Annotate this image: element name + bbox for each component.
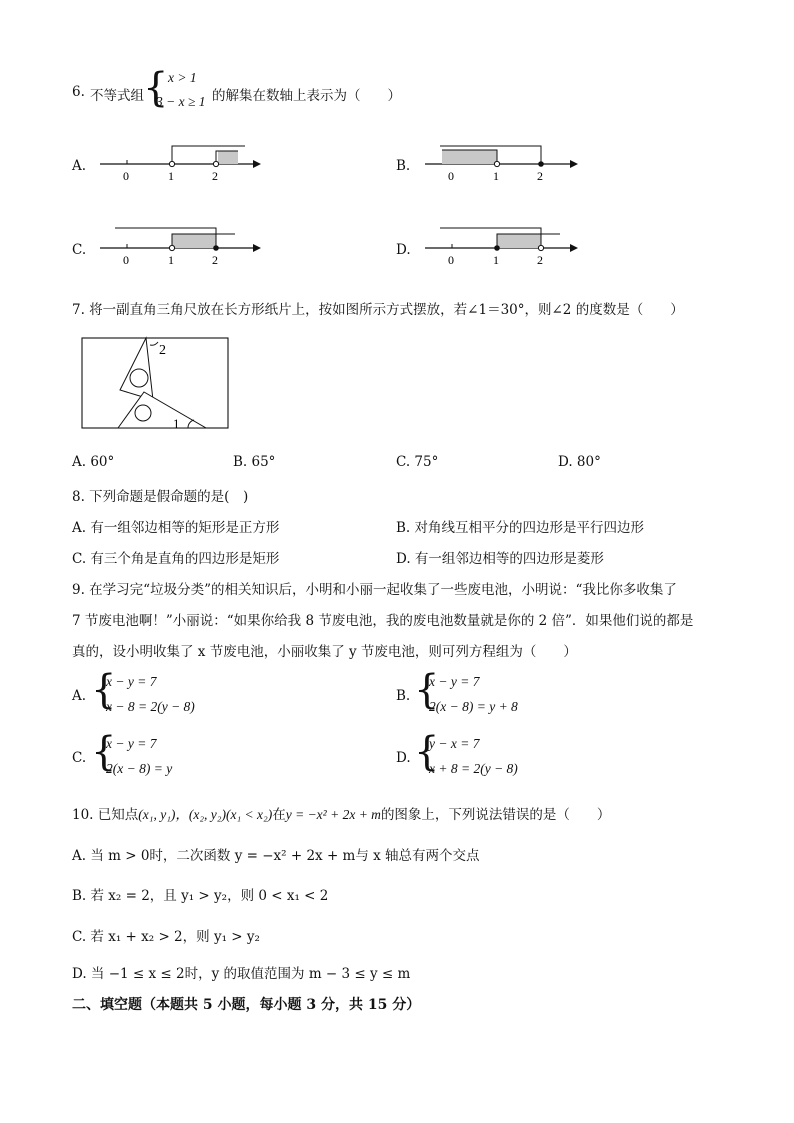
q9-option-b-letter: B.	[396, 688, 411, 704]
q6-option-a-letter: A.	[72, 158, 87, 174]
q6-option-c-letter: C.	[72, 242, 87, 258]
tick-1: 1	[168, 253, 174, 267]
q6-lead: 不等式组	[90, 88, 144, 104]
q7-option-b: B. 65°	[233, 454, 276, 470]
q6-option-b-letter: B.	[396, 158, 411, 174]
tick-0: 0	[123, 253, 129, 267]
q9-option-b-eq1: x − y = 7	[429, 674, 480, 689]
q10-option-b: B. 若 x₂ = 2，且 y₁ > y₂，则 0 < x₁ < 2	[72, 888, 329, 904]
q7-stem: 7. 将一副直角三角尺放在长方形纸片上，按如图所示方式摆放，若∠1＝30°，则∠2 的度数是（ ）	[72, 302, 684, 318]
q6-option-d-letter: D.	[396, 242, 411, 258]
q9-line3: 真的，设小明收集了 x 节废电池，小丽收集了 y 节废电池，则可列方程组为（ ）	[72, 644, 577, 660]
q7-option-c: C. 75°	[396, 454, 439, 470]
q10-stem-b: 在	[272, 807, 286, 823]
q9-option-a-brace: {	[91, 667, 117, 713]
q6-system-line1: x > 1	[168, 70, 197, 85]
q9-option-d-letter: D.	[396, 750, 411, 766]
q7-option-a: A. 60°	[72, 454, 115, 470]
q9-option-d-eq1: y − x = 7	[429, 736, 480, 751]
q9-option-d-brace: {	[414, 729, 440, 775]
q8-option-c: C. 有三个角是直角的四边形是矩形	[72, 551, 280, 567]
q10-option-a: A. 当 m > 0时，二次函数 y = −x² + 2x + m与 x 轴总有两个交点	[72, 848, 480, 864]
q8-stem: 8. 下列命题是假命题的是( )	[72, 489, 249, 505]
tick-1: 1	[168, 169, 174, 183]
tick-0: 0	[448, 169, 454, 183]
q10-option-d: D. 当 −1 ≤ x ≤ 2时，y 的取值范围为 m − 3 ≤ y ≤ m	[72, 966, 411, 982]
tick-0: 0	[123, 169, 129, 183]
q6-option-a-numberline	[95, 138, 265, 188]
q9-option-c-letter: C.	[72, 750, 87, 766]
q10-stem-a: 10. 已知点	[72, 807, 139, 823]
q10-stem	[72, 803, 610, 823]
q9-option-a-letter: A.	[72, 688, 87, 704]
q10-stem-c: 的图象上，下列说法错误的是（ ）	[380, 807, 611, 823]
q9-option-c-brace: {	[91, 729, 117, 775]
tick-0: 0	[448, 253, 454, 267]
q8-option-a: A. 有一组邻边相等的矩形是正方形	[72, 520, 280, 536]
q6-option-d-numberline	[420, 222, 590, 272]
q6-option-b-numberline	[420, 138, 590, 188]
q7-figure	[80, 336, 232, 432]
tick-1: 1	[493, 169, 499, 183]
q10-function: y = −x² + 2x + m	[285, 807, 381, 822]
q9-line1: 9. 在学习完“垃圾分类”的相关知识后，小明和小丽一起收集了一些废电池，小明说：“我比你多收集了	[72, 582, 677, 598]
q8-option-b: B. 对角线互相平分的四边形是平行四边形	[396, 520, 645, 536]
tick-1: 1	[493, 253, 499, 267]
q7-option-d: D. 80°	[558, 454, 601, 470]
q8-option-d: D. 有一组邻边相等的四边形是菱形	[396, 551, 604, 567]
q10-option-c: C. 若 x₁ + x₂ > 2，则 y₁ > y₂	[72, 929, 260, 945]
section-2-heading: 二、填空题（本题共 5 小题，每小题 3 分，共 15 分）	[72, 997, 421, 1013]
q9-option-a-eq2: x − 8 = 2(y − 8)	[106, 699, 195, 714]
tick-2: 2	[212, 253, 218, 267]
q9-option-c-eq2: 2(x − 8) = y	[106, 761, 173, 776]
q9-option-c-eq1: x − y = 7	[106, 736, 157, 751]
q9-option-b-eq2: 2(x − 8) = y + 8	[429, 699, 518, 714]
q10-points: (x₁, y₁)，(x₂, y₂)(x₁ < x₂)	[138, 807, 273, 822]
q6-tail: 的解集在数轴上表示为（ ）	[212, 88, 401, 104]
q6-number: 6.	[72, 84, 85, 100]
tick-2: 2	[537, 169, 543, 183]
q9-option-a-eq1: x − y = 7	[106, 674, 157, 689]
q6-option-c-numberline	[95, 222, 265, 272]
q9-line2: 7 节废电池啊！”小丽说：“如果你给我 8 节废电池，我的废电池数量就是你的 2 倍”．如果他们说的都是	[72, 613, 694, 629]
tick-2: 2	[212, 169, 218, 183]
q9-option-b-brace: {	[414, 667, 440, 713]
angle-1-label: 1	[173, 416, 180, 431]
tick-2: 2	[537, 253, 543, 267]
angle-2-label: 2	[159, 343, 166, 358]
q9-option-d-eq2: x + 8 = 2(y − 8)	[429, 761, 518, 776]
q6-brace: {	[143, 65, 169, 111]
q6-system-line2: 3 − x ≥ 1	[156, 94, 206, 109]
